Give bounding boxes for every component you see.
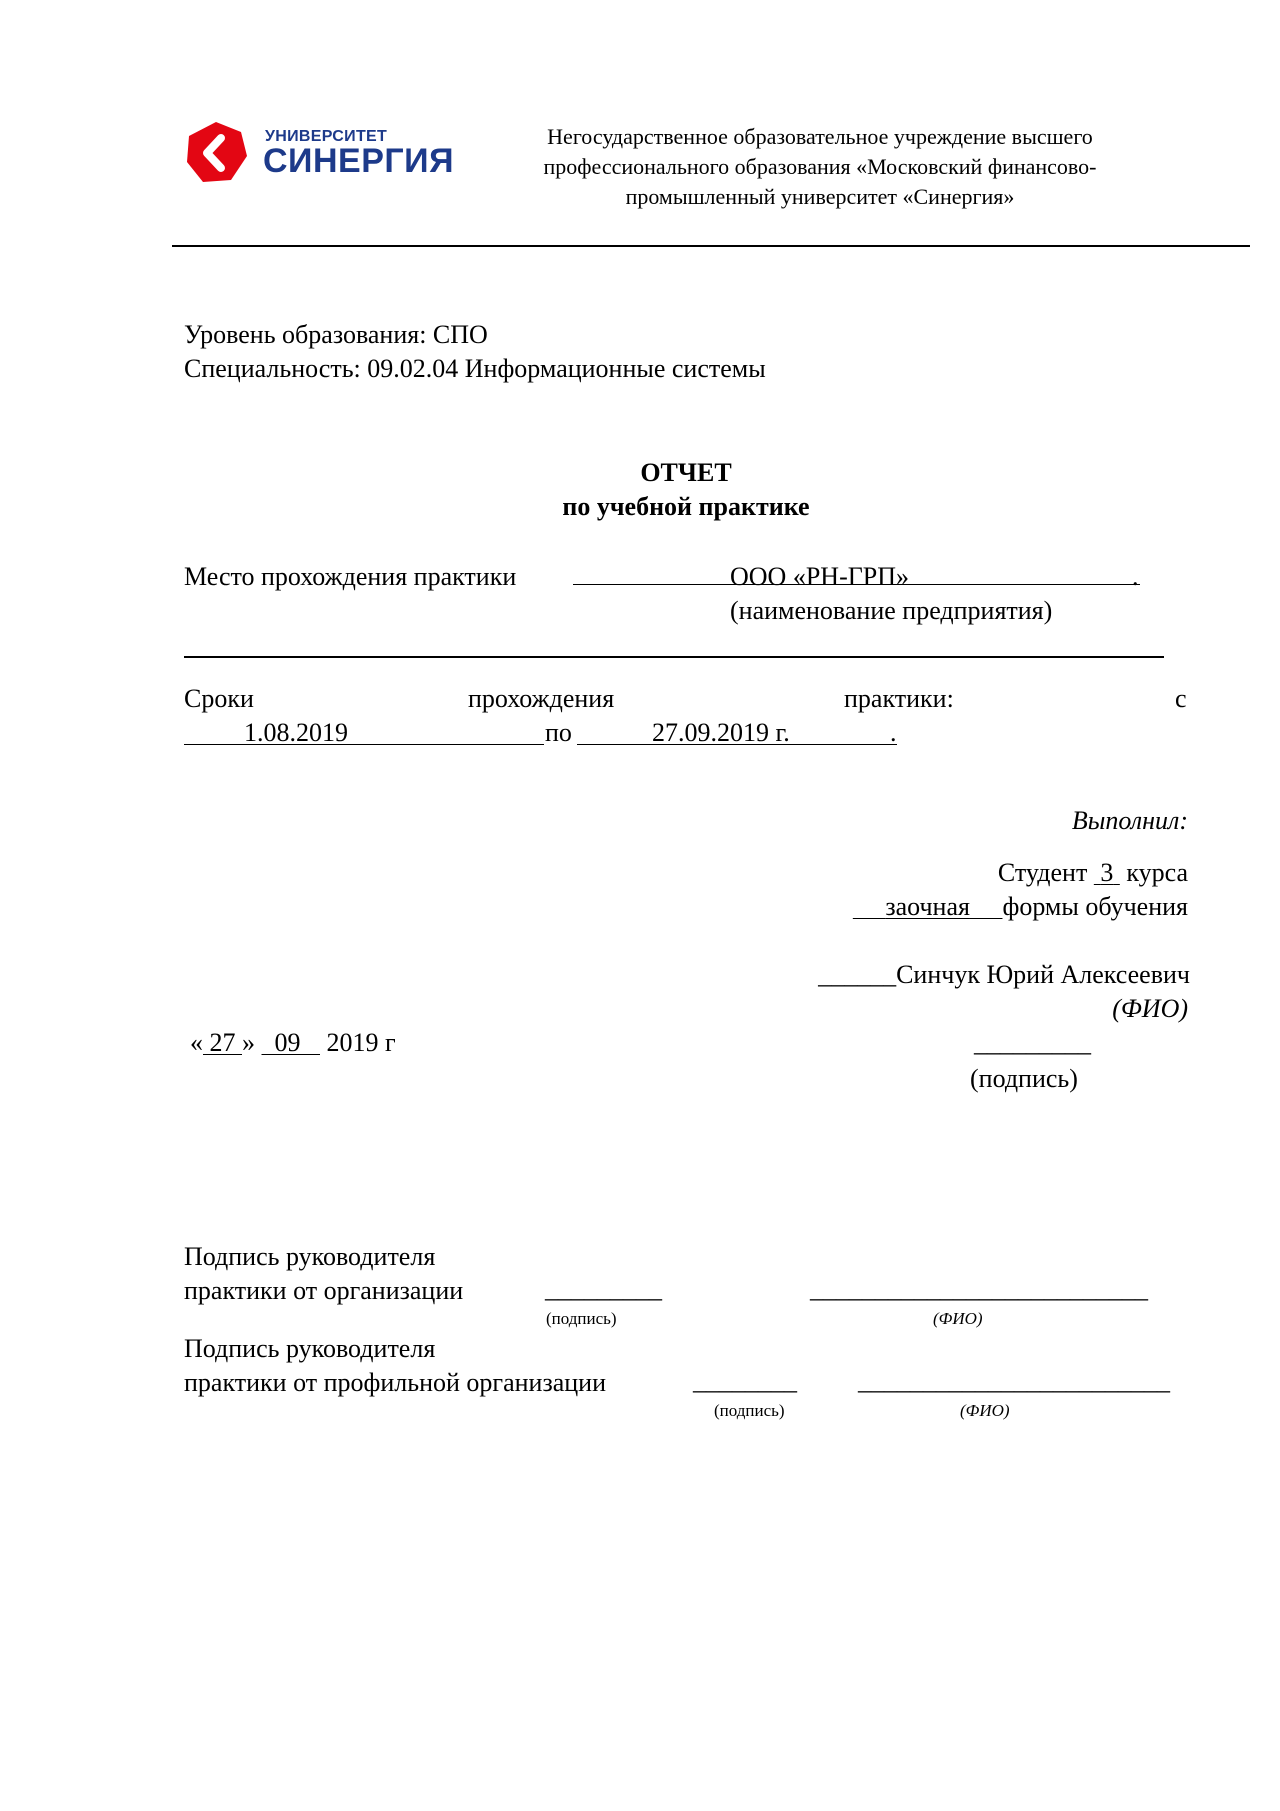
org-supervisor-line-1: Подпись руководителя xyxy=(184,1242,436,1271)
university-logo xyxy=(183,120,455,188)
prof-fio-line: ________________________ xyxy=(858,1366,1170,1395)
dates-word-1: Сроки xyxy=(184,684,254,713)
place-end: . xyxy=(1132,562,1139,591)
study-form-value: заочная xyxy=(885,892,970,921)
specialty: Специальность: 09.02.04 Информационные системы xyxy=(184,354,766,383)
institution-name xyxy=(500,122,1140,212)
report-day: 27 xyxy=(209,1028,236,1057)
synergy-logo-icon xyxy=(183,120,249,186)
institution-line-2: профессионального образования «Московский финансово- xyxy=(543,154,1097,179)
dates-word-4: с xyxy=(1175,684,1187,713)
header-divider xyxy=(172,245,1250,247)
education-level: Уровень образования: СПО xyxy=(184,320,488,349)
org-sign-hint: (подпись) xyxy=(546,1309,617,1328)
prof-fio-hint: (ФИО) xyxy=(960,1401,1010,1420)
report-month: 09 xyxy=(274,1028,301,1057)
prof-supervisor-line-2: практики от профильной организации xyxy=(184,1368,607,1397)
student-fio-hint: (ФИО) xyxy=(1112,994,1188,1023)
place-blank-line xyxy=(184,656,1164,658)
date-from-underline xyxy=(184,744,544,745)
student-sign-line: _________ xyxy=(974,1028,1091,1057)
report-title: ОТЧЕТ xyxy=(640,458,732,487)
org-supervisor-line-2: практики от организации xyxy=(184,1276,464,1305)
date-end: . xyxy=(890,718,897,747)
dates-word-3: практики: xyxy=(844,684,954,713)
study-form xyxy=(853,890,1188,924)
student-name: ______Синчук Юрий Алексеевич xyxy=(818,960,1190,989)
date-from: 1.08.2019 xyxy=(244,718,348,747)
prof-sign-hint: (подпись) xyxy=(714,1401,785,1420)
institution-line-1: Негосударственное образовательное учреждение высшего xyxy=(547,124,1093,149)
org-fio-hint: (ФИО) xyxy=(933,1309,983,1328)
logo-text-small: УНИВЕРСИТЕТ xyxy=(265,128,388,145)
place-hint: (наименование предприятия) xyxy=(730,596,1053,625)
student-pre: Студент xyxy=(997,858,1088,887)
report-year: 2019 г xyxy=(326,1028,396,1057)
student-post: курса xyxy=(1126,858,1188,887)
student-course xyxy=(998,856,1188,890)
institution-line-3: промышленный университет «Синергия» xyxy=(625,184,1015,209)
student-sign-hint: (подпись) xyxy=(970,1064,1078,1093)
report-subtitle: по учебной практике xyxy=(562,492,810,521)
place-value: ООО «РН-ГРП» xyxy=(730,562,909,591)
prof-supervisor-line-1: Подпись руководителя xyxy=(184,1334,436,1363)
date-po: по xyxy=(545,718,572,747)
report-date: « 27 » 09 2019 г xyxy=(190,1028,396,1057)
performer-label: Выполнил: xyxy=(1071,806,1188,835)
prof-sign-line: ________ xyxy=(693,1366,797,1395)
date-to: 27.09.2019 г. xyxy=(652,718,790,747)
place-label: Место прохождения практики xyxy=(184,562,517,591)
dates-word-2: прохождения xyxy=(468,684,615,713)
logo-text-big: СИНЕРГИЯ xyxy=(263,142,455,180)
org-fio-line: __________________________ xyxy=(810,1274,1148,1303)
course-number: 3 xyxy=(1100,858,1114,887)
org-sign-line: _________ xyxy=(545,1274,662,1303)
study-form-post: формы обучения xyxy=(1002,892,1188,921)
